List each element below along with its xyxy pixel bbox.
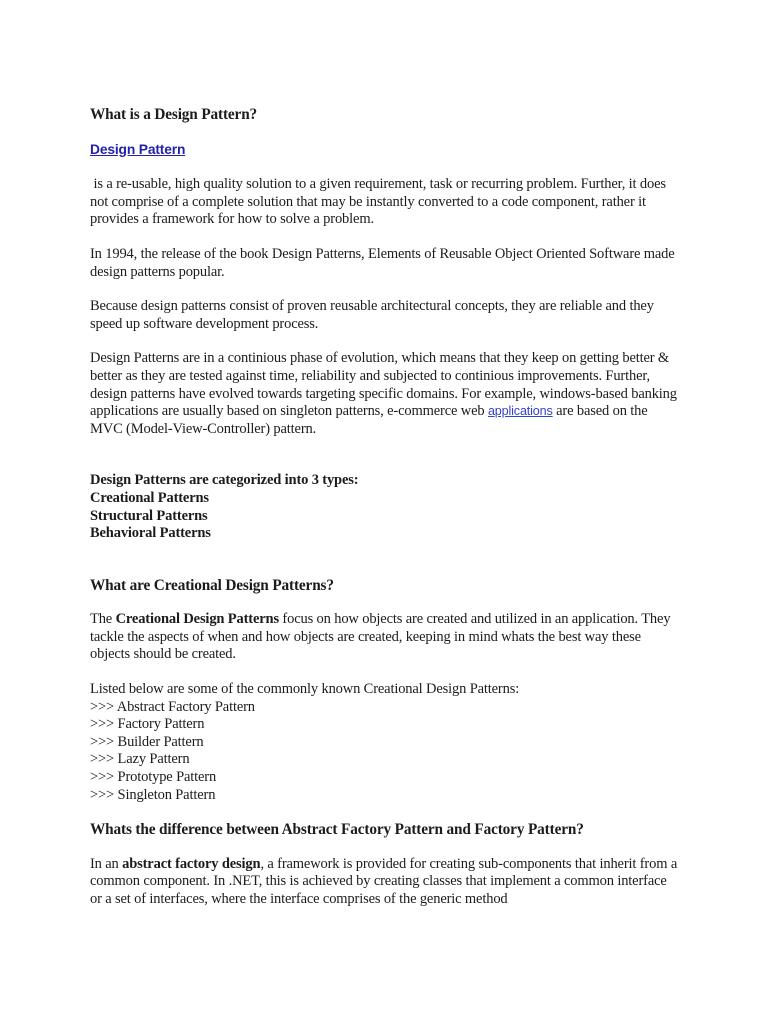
design-pattern-link[interactable]: Design Pattern xyxy=(90,141,186,157)
evolution-paragraph xyxy=(90,350,680,438)
categories-block xyxy=(90,472,680,542)
creational-bold-phrase: Creational Design Patterns xyxy=(115,611,279,628)
list-item-abstract-factory: >>> Abstract Factory Pattern xyxy=(90,698,255,715)
difference-bold-phrase: abstract factory design xyxy=(122,855,261,872)
category-item-structural: Structural Patterns xyxy=(90,507,208,524)
category-item-behavioral: Behavioral Patterns xyxy=(90,525,211,542)
creational-text-after-bold: focus on how objects are created and utilized in an application. They tackle the aspects of when and how objects are created, keeping in mind whats the best way these objects should be created. xyxy=(90,611,671,663)
difference-paragraph xyxy=(90,856,680,909)
difference-text-before-bold: In an xyxy=(90,855,123,872)
reliability-paragraph: Because design patterns consist of proven reusable architectural concepts, they are reliable and they speed up software development process. xyxy=(90,298,654,332)
heading-what-is-a-design-pattern: What is a Design Pattern? xyxy=(90,106,258,123)
list-intro: Listed below are some of the commonly known Creational Design Patterns: xyxy=(90,681,520,698)
categories-heading: Design Patterns are categorized into 3 types: xyxy=(90,472,359,489)
evolution-text-after-link: are based on the MVC (Model-View-Controller) pattern. xyxy=(90,403,648,437)
history-paragraph: In 1994, the release of the book Design Patterns, Elements of Reusable Object Oriented Software made design patterns popular. xyxy=(90,245,675,280)
list-item-prototype: >>> Prototype Pattern xyxy=(90,769,217,786)
evolution-text-before-link: Design Patterns are in a continious phase of evolution, which means that they keep on getting better & better as they are tested against time, reliability and subjected to continious improvements. Further, design patterns have evolved towards targeting specific domains. For example, windows-based banking applications are usually based on singleton patterns, e-commerce web xyxy=(90,350,677,420)
intro-paragraph: is a re-usable, high quality solution to a given requirement, task or recurring problem. Further, it does not comprise of a complete solution that may be instantly converted to a code component, rather it provides a framework for how to solve a problem. xyxy=(90,176,670,228)
heading-what-are-creational-design-patterns: What are Creational Design Patterns? xyxy=(90,576,334,594)
list-item-builder: >>> Builder Pattern xyxy=(90,733,204,750)
document-body xyxy=(90,106,680,909)
category-item-creational: Creational Patterns xyxy=(90,489,209,506)
creational-paragraph xyxy=(90,611,680,664)
list-item-lazy: >>> Lazy Pattern xyxy=(90,751,190,768)
creational-text-before-bold: The xyxy=(90,611,116,628)
list-item-singleton: >>> Singleton Pattern xyxy=(90,786,216,803)
applications-link[interactable]: applications xyxy=(487,404,553,419)
heading-difference-abstract-factory-vs-factory: Whats the difference between Abstract Factory Pattern and Factory Pattern? xyxy=(90,821,584,839)
list-item-factory: >>> Factory Pattern xyxy=(90,716,205,733)
creational-pattern-list xyxy=(90,681,680,804)
difference-text-after-bold: , a framework is provided for creating sub-components that inherit from a common component. In .NET, this is achieved by creating classes that implement a common interface or a set of interfaces, where the interface comprises of the generic method xyxy=(90,855,678,907)
